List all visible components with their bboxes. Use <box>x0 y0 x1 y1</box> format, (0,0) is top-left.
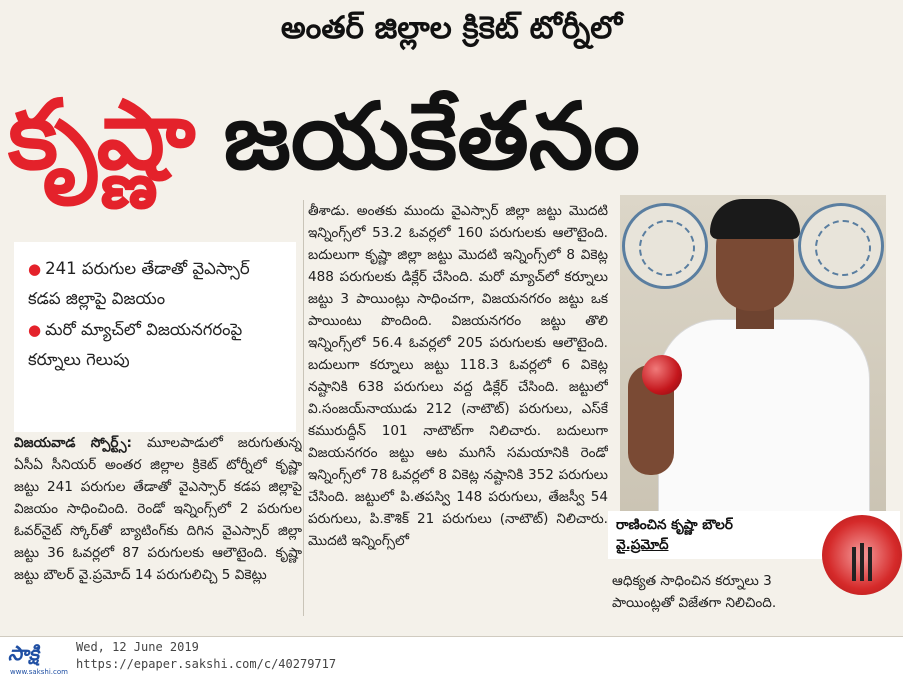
column-divider <box>303 200 304 616</box>
epaper-link[interactable]: https://epaper.sakshi.com/c/40279717 <box>76 657 337 671</box>
highlight-item <box>28 254 286 313</box>
caption-line-1: రాణించిన కృష్ణా బౌలర్ <box>616 517 733 533</box>
association-emblem <box>798 203 884 289</box>
highlight-text: 241 పరుగుల తేడాతో వైఎస్సార్ కడప జిల్లాపై విజయం <box>28 259 250 308</box>
player-shirt <box>658 319 870 511</box>
headline-black-word: జయకేతనం <box>223 83 640 190</box>
edition-date: Wed, 12 June 2019 <box>76 640 199 654</box>
article-column-3: ఆధిక్యత సాధించిన కర్నూలు 3 పాయింట్లతో విజేతగా నిలిచింది. <box>612 573 777 611</box>
player-photo <box>620 195 886 511</box>
highlight-item <box>28 315 286 374</box>
kicker-headline: అంతర్ జిల్లాల క్రికెట్ టోర్నీలో <box>280 10 623 46</box>
article-column-2 <box>308 200 608 616</box>
sports-emblem-icon <box>822 515 902 595</box>
article-text: తీశాడు. అంతకు ముందు వైఎస్సార్ జిల్లా జట్టు మొదటి ఇన్నింగ్స్‌లో 53.2 ఓవర్లలో 160 పరుగులకు ఆలౌటైంది. బదులుగా కృష్ణా జిల్లా జట్టు మొదటి ఇన్నింగ్స్‌లో 8 వికెట్ల 488 పరుగులకు డిక్లేర్ చేసింది. మరో మ్యాచ్‌లో కర్నూలు జట్టు 3 పాయింట్లు సాధించగా, విజయనగరం జట్టు ఒక పాయింటు పొందింది. విజయనగరం జట్టు తొలి ఇన్నింగ్స్‌లో 56.4 ఓవర్లలో 205 పరుగులకు ఆలౌటైంది. బదులుగా కర్నూలు జట్టు 118.3 ఓవర్లలో 6 వికెట్ల నష్టానికి 638 పరుగులు వద్ద డిక్లేర్ చేసింది. జట్టులో వి.సంజయ్‌నాయుడు 212 (నాటౌట్) పరుగులు, ఎస్‌కే కమురుద్దీన్ 101 నాటౌట్‌గా నిలిచారు. బదులుగా విజయనగరం జట్టు ఆట ముగిసే సమయానికి రెండో ఇన్నింగ్స్‌లో 78 ఓవర్లలో 8 వికెట్ల నష్టానికి 352 పరుగులు చేసింది. జట్టులో పి.తపస్వి 148 పరుగులు, తేజస్వీ 54 పరుగులు, పి.కౌశిక్ 21 పరుగులు (నాటౌట్) నిలిచారు. మొదటి ఇన్నింగ్స్‌లో <box>308 203 608 549</box>
main-headline <box>8 60 898 210</box>
bullet-icon: ● <box>28 260 42 278</box>
highlights-box <box>14 242 296 432</box>
stump-icon <box>852 547 856 581</box>
bullet-icon: ● <box>28 321 42 339</box>
stump-icon <box>860 543 864 581</box>
cricket-ball-icon <box>642 355 682 395</box>
dateline: విజయవాడ స్పోర్ట్స్: <box>14 435 132 451</box>
caption-line-2: వై.ప్రమోద్ <box>616 537 669 553</box>
highlight-text: మరో మ్యాచ్‌లో విజయనగరంపై కర్నూలు గెలుపు <box>28 320 243 369</box>
stump-icon <box>868 547 872 581</box>
article-column-1 <box>14 432 302 616</box>
photo-caption <box>616 515 846 555</box>
headline-red-word: కృష్ణా <box>8 79 196 191</box>
association-emblem <box>622 203 708 289</box>
logo-subtext: www.sakshi.com <box>10 668 68 676</box>
article-text: మూలపాడులో జరుగుతున్న ఏసీఏ సీనియర్ అంతర జిల్లాల క్రికెట్ టోర్నీలో కృష్ణా జట్టు 241 పరుగుల తేడాతో వైఎస్సార్ కడప జిల్లాపై విజయం సాధించింది. రెండో ఇన్నింగ్స్‌లో 2 పరుగుల ఓవర్‌నైట్ స్కోర్‌తో బ్యాటింగ్‌కు దిగిన వైఎస్సార్ జిల్లా జట్టు 36 ఓవర్లలో 87 పరుగులకు ఆలౌటైంది. కృష్ణా జట్టు బౌలర్ వై.ప్రమోద్ 14 పరుగులిచ్చి 5 వికెట్లు <box>14 435 302 583</box>
sakshi-logo[interactable]: సాక్షి <box>8 641 40 665</box>
player-hair <box>710 199 800 239</box>
footer-bar <box>0 636 903 680</box>
